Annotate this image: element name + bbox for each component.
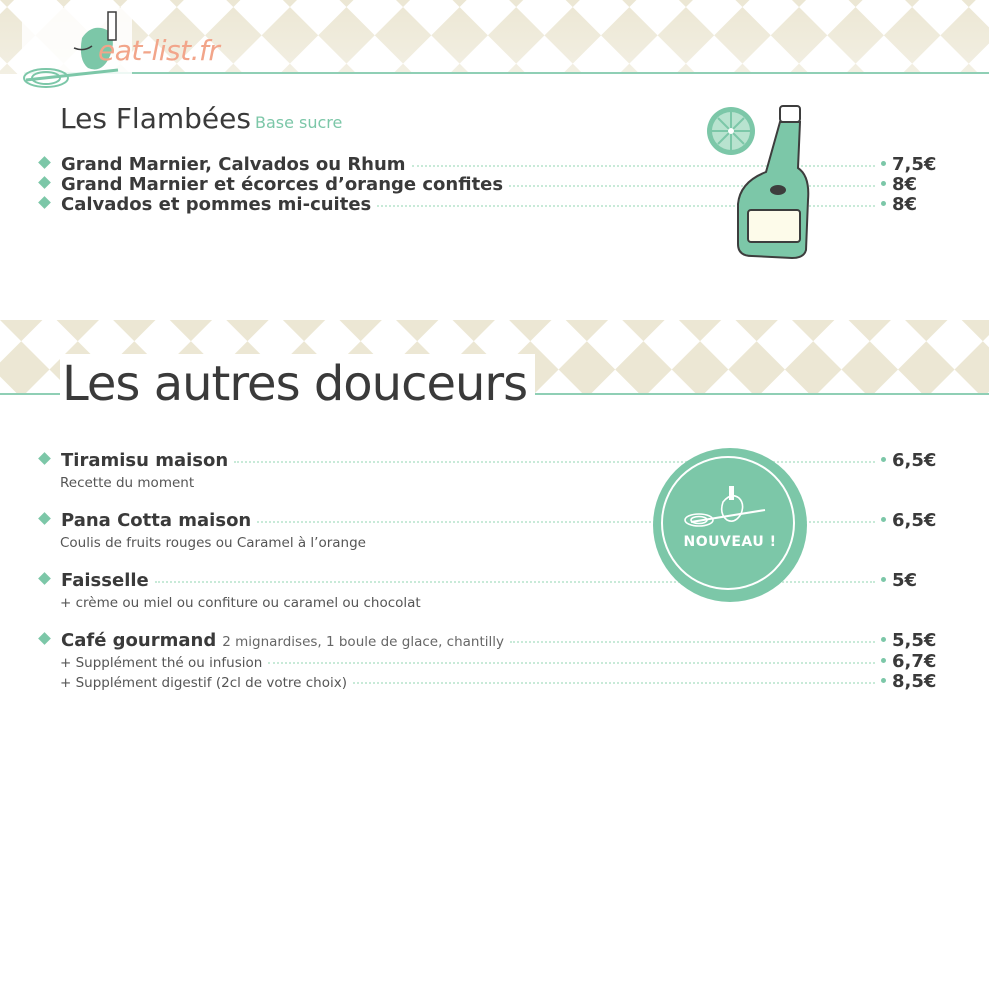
item-name: Faisselle [61, 570, 149, 591]
supplement-price: 8,5€ [892, 671, 937, 692]
item-name [61, 630, 504, 651]
menu-item [40, 630, 940, 651]
item-price: 7,5€ [892, 154, 937, 175]
bullet-icon [38, 512, 51, 525]
bullet-icon [38, 632, 51, 645]
supplement-label: + Supplément thé ou infusion [60, 655, 263, 671]
price-dot [881, 658, 886, 663]
dot-leader [234, 461, 875, 463]
cafe-name: Café gourmand [61, 630, 217, 651]
supplement-row [60, 651, 940, 672]
bottle-illustration [700, 100, 820, 264]
item-price: 8€ [892, 194, 918, 215]
section-title-flambees [60, 102, 342, 135]
item-price: 5,5€ [892, 630, 937, 651]
dot-leader [509, 185, 875, 187]
dot-leader [510, 641, 875, 643]
price-dot [881, 457, 886, 462]
section-title-douceurs: Les autres douceurs [60, 354, 535, 414]
item-price: 5€ [892, 570, 918, 591]
bullet-icon [38, 572, 51, 585]
bullet-icon [38, 452, 51, 465]
price-dot [881, 517, 886, 522]
flambees-title: Les Flambées [60, 102, 251, 135]
bullet-icon [38, 176, 51, 189]
item-description: Coulis de fruits rouges ou Caramel à l’orange [60, 535, 366, 551]
item-price: 6,5€ [892, 510, 937, 531]
item-description: Recette du moment [60, 475, 195, 491]
menu-item [40, 450, 940, 471]
bullet-icon [38, 196, 51, 209]
cafe-inline-description: 2 mignardises, 1 boule de glace, chantilly [222, 634, 505, 650]
supplement-row [60, 671, 940, 692]
item-name: Tiramisu maison [61, 450, 229, 471]
price-dot [881, 181, 886, 186]
logo-text: eat-list.fr [98, 34, 220, 67]
nouveau-badge [653, 448, 807, 602]
supplement-label: + Supplément digestif (2cl de votre choix) [60, 675, 347, 691]
item-price: 6,5€ [892, 450, 937, 471]
badge-text: NOUVEAU ! [683, 534, 777, 550]
item-name: Pana Cotta maison [61, 510, 252, 531]
bullet-icon [38, 156, 51, 169]
price-dot [881, 161, 886, 166]
price-dot [881, 678, 886, 683]
price-dot [881, 201, 886, 206]
bottle-icon [700, 100, 820, 260]
menu-item [40, 570, 940, 591]
item-name: Grand Marnier et écorces d’orange confites [61, 174, 504, 195]
whisk-icon [681, 486, 781, 532]
supplement-price: 6,7€ [892, 651, 937, 672]
price-dot [881, 637, 886, 642]
item-name: Grand Marnier, Calvados ou Rhum [61, 154, 406, 175]
price-dot [881, 577, 886, 582]
flambees-subtitle: Base sucre [254, 113, 343, 132]
item-name: Calvados et pommes mi-cuites [61, 194, 372, 215]
item-price: 8€ [892, 174, 918, 195]
dot-leader [353, 682, 875, 684]
dot-leader [268, 662, 875, 664]
item-description: + crème ou miel ou confiture ou caramel ou chocolat [60, 595, 421, 611]
